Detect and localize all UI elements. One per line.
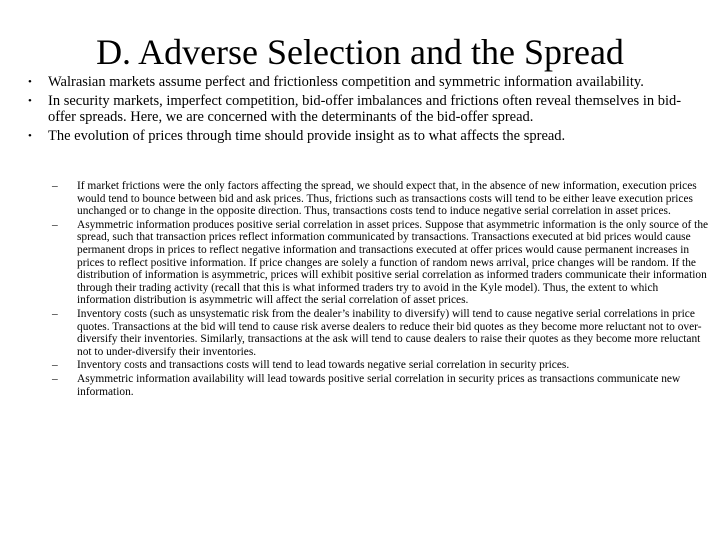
sub-bullet-text: If market frictions were the only factors affecting the spread, we should expect that, in the absence of new information, execution prices would tend to bounce between bid and ask prices. Thus, frictions such as transactions costs will tend to be either leave execution prices unchanged or to change in the opposite direction. Thus, transactions costs tend to induce negative serial correlation in asset prices.: [77, 180, 697, 218]
sub-bullet-marker: –: [52, 218, 58, 231]
bullet-list: [28, 74, 708, 147]
sub-bullet-item: [52, 308, 710, 358]
bullet-item: [28, 93, 708, 125]
sub-bullet-text: Inventory costs (such as unsystematic risk from the dealer’s inability to diversify) will tend to cause negative serial correlations in price quotes. Transactions at the bid will tend to cause risk averse dealers to reduce their bid quotes as they become more reluctant not to over-diversify their inventories. Similarly, transactions at the ask will tend to cause dealers to raise their quotes as they become more reluctant not to under-diversify their inventories.: [77, 307, 702, 358]
bullet-text: In security markets, imperfect competition, bid-offer imbalances and frictions often reveal themselves in bid-offer spreads. Here, we are concerned with the determinants of the bid-offer spread.: [48, 93, 682, 125]
sub-bullet-marker: –: [52, 372, 58, 385]
sub-bullet-marker: –: [52, 307, 58, 320]
sub-bullet-text: Asymmetric information availability will lead towards positive serial correlation in security prices as transactions communicate new information.: [77, 372, 681, 398]
sub-bullet-item: [52, 219, 710, 307]
sub-bullet-item: [52, 359, 710, 372]
bullet-marker: •: [28, 95, 32, 107]
sub-bullet-text: Inventory costs and transactions costs will tend to lead towards negative serial correlation in security prices.: [77, 359, 570, 372]
bullet-marker: •: [28, 130, 32, 142]
bullet-text: The evolution of prices through time should provide insight as to what affects the spread.: [48, 128, 566, 144]
slide-title: D. Adverse Selection and the Spread: [96, 32, 624, 72]
bullet-marker: •: [28, 76, 32, 88]
sub-bullet-list: [52, 180, 710, 399]
sub-bullet-item: [52, 180, 710, 218]
sub-bullet-marker: –: [52, 180, 58, 192]
bullet-text: Walrasian markets assume perfect and frictionless competition and symmetric information availability.: [48, 74, 644, 90]
bullet-item: [28, 74, 708, 90]
sub-bullet-text: Asymmetric information produces positive serial correlation in asset prices. Suppose that asymmetric information is the only source of the spread, such that transaction prices reflect information communicated by transactions. Transactions executed at bid prices would cause permanent drops in prices to reflect negative information and transactions executed at offer prices would cause permanent increases in prices to reflect positive information. If price changes are solely a function of random news arrival, price changes will be random. If the distribution of information is asymmetric, prices will exhibit positive serial correlation as informed traders communicate their information through their trading activity (recall that this is what informed traders try to avoid in the Kyle model). Thus, the extent to which information distribution is asymmetric will affect the serial correlation of asset prices.: [77, 218, 709, 307]
sub-bullet-marker: –: [52, 359, 58, 372]
sub-bullet-item: [52, 373, 710, 398]
bullet-item: [28, 128, 708, 144]
